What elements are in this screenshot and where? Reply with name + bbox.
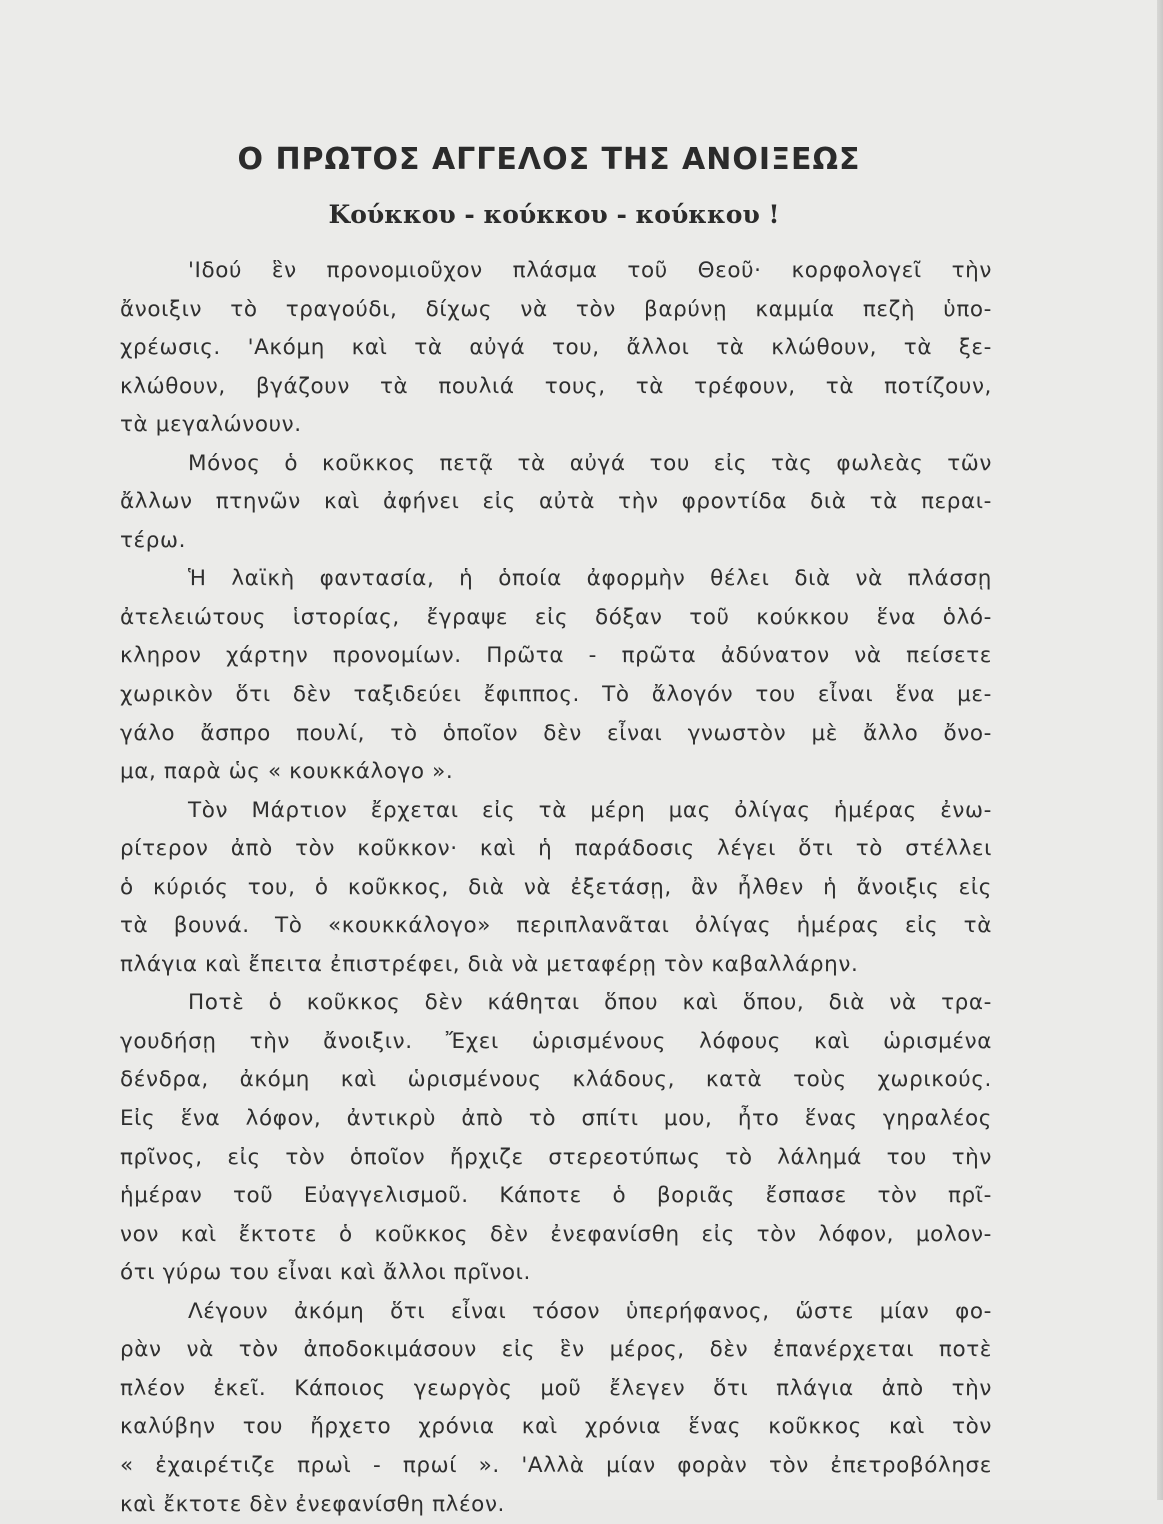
text-line: ἄλλων πτηνῶν καὶ ἀφήνει εἰς αὐτὰ τὴν φροντίδα διὰ τὰ περαι- xyxy=(120,483,992,522)
text-line: κλώθουν, βγάζουν τὰ πουλιά τους, τὰ τρέφουν, τὰ ποτίζουν, xyxy=(120,368,992,407)
text-line: ἀτελειώτους ἱστορίας, ἔγραψε εἰς δόξαν τοῦ κούκκου ἕνα ὁλό- xyxy=(120,599,992,638)
text-line: τὰ βουνά. Τὸ «κουκκάλογο» περιπλανᾶται ὀλίγας ἡμέρας εἰς τὰ xyxy=(120,907,992,946)
text-line: ὁ κύριός του, ὁ κοῦκκος, διὰ νὰ ἐξετάσῃ, ἂν ἦλθεν ἡ ἄνοιξις εἰς xyxy=(120,869,992,908)
text-line: Λέγουν ἀκόμη ὅτι εἶναι τόσον ὑπερήφανος, ὥστε μίαν φο- xyxy=(120,1293,992,1332)
text-line: 'Ιδού ἓν προνομιοῦχον πλάσμα τοῦ Θεοῦ· κορφολογεῖ τὴν xyxy=(120,252,992,291)
text-line: Εἰς ἕνα λόφον, ἀντικρὺ ἀπὸ τὸ σπίτι μου, ἦτο ἕνας γηραλέος xyxy=(120,1100,992,1139)
text-line: καὶ ἔκτοτε δὲν ἐνεφανίσθη πλέον. xyxy=(120,1486,992,1524)
text-line: ἄνοιξιν τὸ τραγούδι, δίχως νὰ τὸν βαρύνῃ καμμία πεζὴ ὑπο- xyxy=(120,291,992,330)
page-title: Ο ΠΡΩΤΟΣ ΑΓΓΕΛΟΣ ΤΗΣ ΑΝΟΙΞΕΩΣ xyxy=(0,142,1098,177)
text-line: Ἡ λαϊκὴ φαντασία, ἡ ὁποία ἀφορμὴν θέλει διὰ νὰ πλάσσῃ xyxy=(120,560,992,599)
text-line: γουδήσῃ τὴν ἄνοιξιν. Ἔχει ὡρισμένους λόφους καὶ ὡρισμένα xyxy=(120,1023,992,1062)
text-line: τὰ μεγαλώνουν. xyxy=(120,406,992,445)
text-line: « ἐχαιρέτιζε πρωὶ - πρωί ». 'Αλλὰ μίαν φορὰν τὸν ἐπετροβόλησε xyxy=(120,1447,992,1486)
text-line: πρῖνος, εἰς τὸν ὁποῖον ἤρχιζε στερεοτύπως τὸ λάλημά του τὴν xyxy=(120,1139,992,1178)
text-line: χωρικὸν ὅτι δὲν ταξιδεύει ἔφιππος. Τὸ ἄλογόν του εἶναι ἕνα με- xyxy=(120,676,992,715)
text-line: πλάγια καὶ ἔπειτα ἐπιστρέφει, διὰ νὰ μεταφέρῃ τὸν καβαλλάρην. xyxy=(120,946,992,985)
text-line: δένδρα, ἀκόμη καὶ ὡρισμένους κλάδους, κατὰ τοὺς χωρικούς. xyxy=(120,1061,992,1100)
text-line: ἡμέραν τοῦ Εὐαγγελισμοῦ. Κάποτε ὁ βοριᾶς ἔσπασε τὸν πρῖ- xyxy=(120,1177,992,1216)
text-line: Τὸν Μάρτιον ἔρχεται εἰς τὰ μέρη μας ὀλίγας ἡμέρας ἐνω- xyxy=(120,792,992,831)
text-line: πλέον ἐκεῖ. Κάποιος γεωργὸς μοῦ ἔλεγεν ὅτι πλάγια ἀπὸ τὴν xyxy=(120,1370,992,1409)
text-line: Ποτὲ ὁ κοῦκκος δὲν κάθηται ὅπου καὶ ὅπου, διὰ νὰ τρα- xyxy=(120,984,992,1023)
page-edge xyxy=(1157,0,1163,1500)
text-line: ρίτερον ἀπὸ τὸν κοῦκκον· καὶ ἡ παράδοσις λέγει ὅτι τὸ στέλλει xyxy=(120,830,992,869)
text-line: μα, παρὰ ὡς « κουκκάλογο ». xyxy=(120,753,992,792)
text-line: ρὰν νὰ τὸν ἀποδοκιμάσουν εἰς ἓν μέρος, δὲν ἐπανέρχεται ποτὲ xyxy=(120,1331,992,1370)
text-line: κληρον χάρτην προνομίων. Πρῶτα - πρῶτα ἀδύνατον νὰ πείσετε xyxy=(120,637,992,676)
text-line: καλύβην του ἤρχετο χρόνια καὶ χρόνια ἕνας κοῦκκος καὶ τὸν xyxy=(120,1408,992,1447)
page-subtitle: Κούκκου - κούκκου - κούκκου ! xyxy=(0,200,1108,229)
body-text xyxy=(120,252,992,1524)
text-line: ότι γύρω του εἶναι καὶ ἄλλοι πρῖνοι. xyxy=(120,1254,992,1293)
text-line: Μόνος ὁ κοῦκκος πετᾷ τὰ αὐγά του εἰς τὰς φωλεὰς τῶν xyxy=(120,445,992,484)
text-line: τέρω. xyxy=(120,522,992,561)
text-line: γάλο ἄσπρο πουλί, τὸ ὁποῖον δὲν εἶναι γνωστὸν μὲ ἄλλο ὄνο- xyxy=(120,715,992,754)
text-line: χρέωσις. 'Ακόμη καὶ τὰ αὐγά του, ἄλλοι τὰ κλώθουν, τὰ ξε- xyxy=(120,329,992,368)
text-line: νον καὶ ἔκτοτε ὁ κοῦκκος δὲν ἐνεφανίσθη εἰς τὸν λόφον, μολον- xyxy=(120,1216,992,1255)
